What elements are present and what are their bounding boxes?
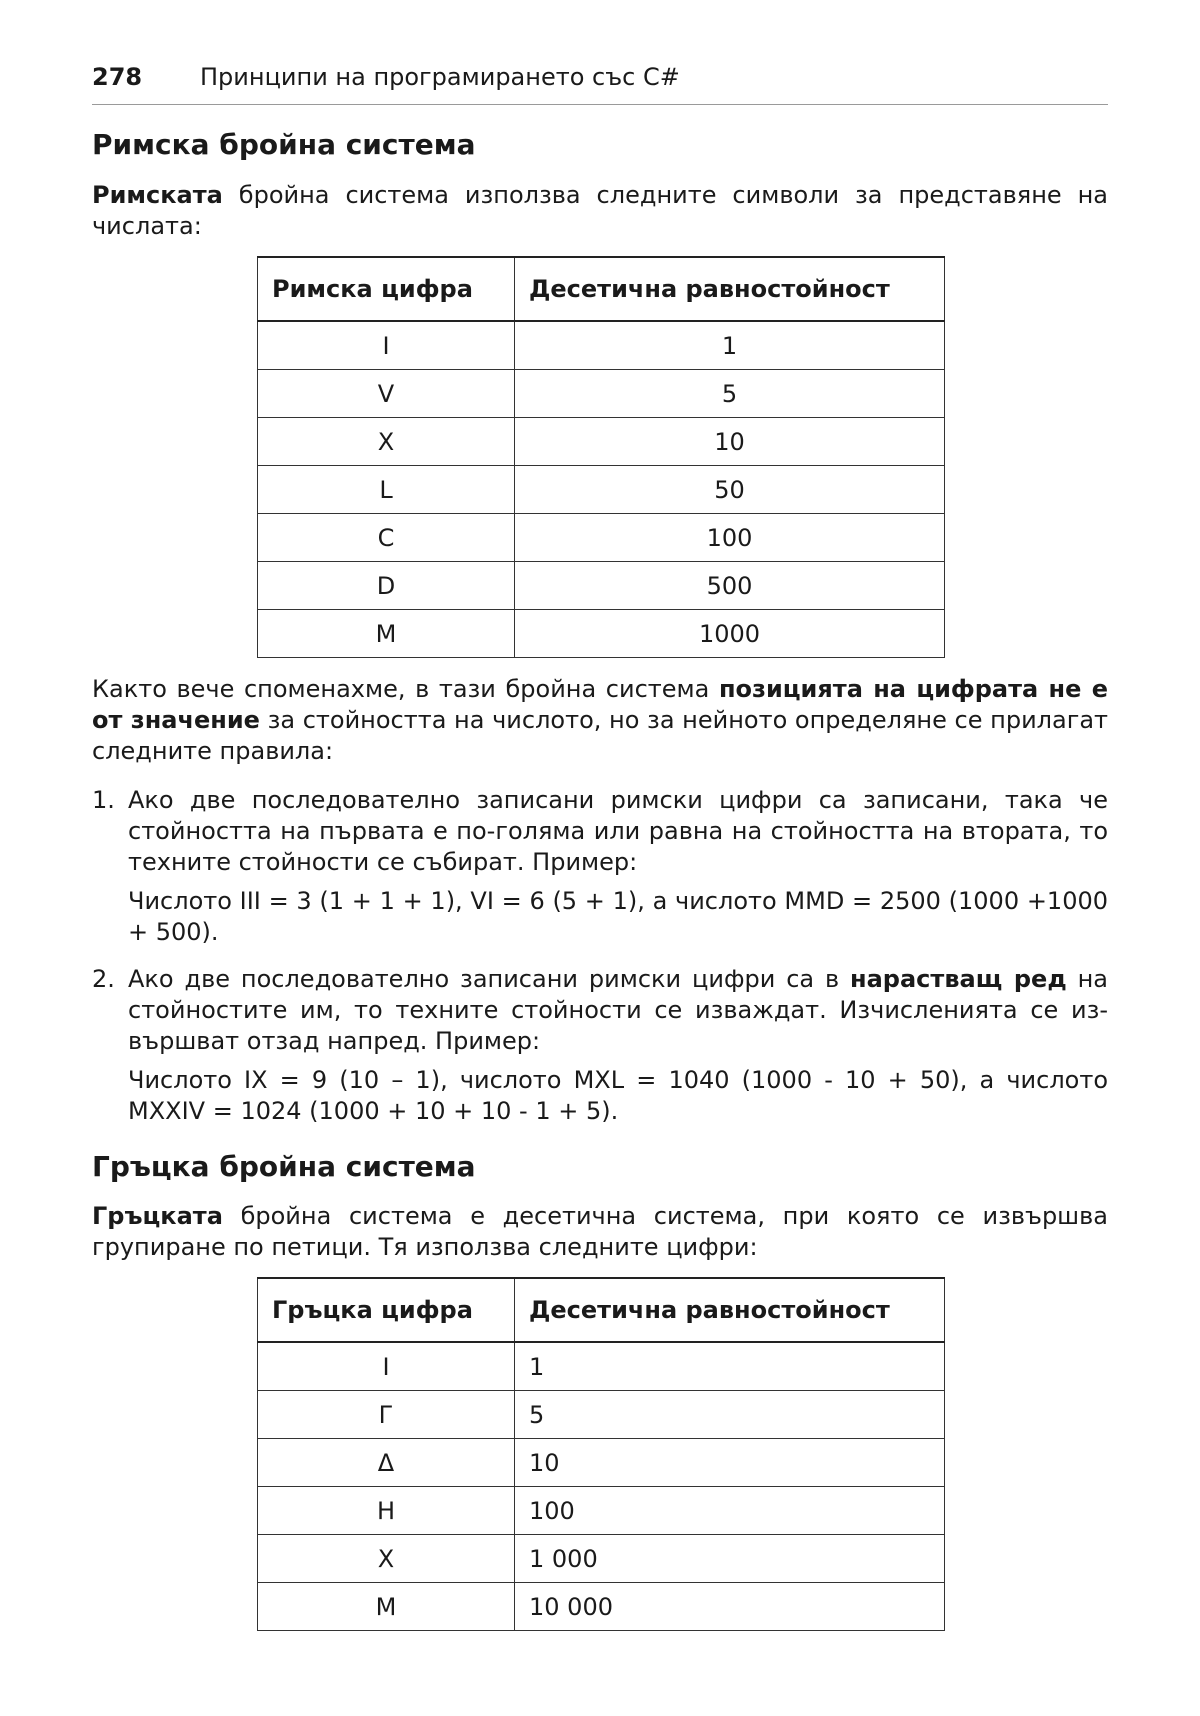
roman-section-heading: Римска бройна система <box>92 128 476 161</box>
rule-text-part: Ако две последователно записани римски цифри са записани, така че стойността на първата е по-голяма или равна на стойността на втората, то техните стойности се събират. Пример: <box>128 786 1108 876</box>
rules-intro-text: Както вече споменахме, в тази бройна система <box>92 675 719 703</box>
table-row <box>258 1342 945 1391</box>
table-cell: X <box>258 418 515 466</box>
table-cell: C <box>258 514 515 562</box>
table-row <box>258 321 945 370</box>
table-cell: 100 <box>515 1487 945 1535</box>
table-row <box>258 1535 945 1583</box>
rules-intro-bold: позицията на цифрата не е от значение <box>92 675 1108 734</box>
table-cell: L <box>258 466 515 514</box>
running-title: Принципи на програмирането със C# <box>200 63 680 91</box>
rule-text-part: на стойностите им, то техните стойности се изваждат. Изчисленията се из-вършват отзад напред. Пример: <box>128 965 1108 1055</box>
table-cell: I <box>258 321 515 370</box>
greek-numerals-table <box>257 1277 945 1631</box>
table-cell: Δ <box>258 1439 515 1487</box>
table-header-row <box>258 1278 945 1342</box>
roman-intro-bold: Римската <box>92 181 223 209</box>
column-header: Десетична равностойност <box>515 1278 945 1342</box>
table-cell: 5 <box>515 1391 945 1439</box>
table-cell: D <box>258 562 515 610</box>
roman-intro <box>92 180 1108 242</box>
table-cell: M <box>258 610 515 658</box>
greek-intro <box>92 1201 1108 1263</box>
table-cell: Χ <box>258 1535 515 1583</box>
table-cell: Г <box>258 1391 515 1439</box>
table-header-row <box>258 257 945 321</box>
table-cell: V <box>258 370 515 418</box>
table-row <box>258 1391 945 1439</box>
table-cell: 10 000 <box>515 1583 945 1631</box>
column-header: Десетична равностойност <box>515 257 945 321</box>
page-number: 278 <box>92 63 143 91</box>
rules-intro <box>92 674 1108 767</box>
column-header: Гръцка цифра <box>258 1278 515 1342</box>
greek-intro-text: бройна система е десетична система, при която се извършва групиране по петици. Тя използва следните цифри: <box>92 1202 1108 1261</box>
table-row <box>258 1439 945 1487</box>
rule-text-part: Ако две последователно записани римски цифри са в <box>128 965 851 993</box>
table-cell: 1 <box>515 1342 945 1391</box>
rule-text-bold: нарастващ ред <box>850 965 1067 993</box>
page-header <box>92 62 1108 105</box>
table-cell: I <box>258 1342 515 1391</box>
list-number: 1. <box>92 786 115 814</box>
greek-section-heading: Гръцка бройна система <box>92 1150 476 1183</box>
table-cell: Η <box>258 1487 515 1535</box>
roman-intro-text: бройна система използва следните символи за представяне на числата: <box>92 181 1108 240</box>
table-cell: 10 <box>515 1439 945 1487</box>
table-cell: 10 <box>515 418 945 466</box>
table-row <box>258 1583 945 1631</box>
rule-text <box>128 964 1108 1057</box>
table-row <box>258 1487 945 1535</box>
rule-text <box>128 785 1108 878</box>
table-cell: 1000 <box>515 610 945 658</box>
table-cell: 5 <box>515 370 945 418</box>
table-cell: 1 <box>515 321 945 370</box>
table-row <box>258 370 945 418</box>
table-cell: 100 <box>515 514 945 562</box>
column-header: Римска цифра <box>258 257 515 321</box>
rule-example: Числото III = 3 (1 + 1 + 1), VI = 6 (5 + 1), а числото MMD = 2500 (1000 +1000 + 500). <box>128 887 1108 946</box>
table-row <box>258 418 945 466</box>
greek-intro-bold: Гръцката <box>92 1202 223 1230</box>
table-row <box>258 610 945 658</box>
table-cell: 1 000 <box>515 1535 945 1583</box>
table-cell: 500 <box>515 562 945 610</box>
list-number: 2. <box>92 965 115 993</box>
table-row <box>258 466 945 514</box>
roman-numerals-table <box>257 256 945 658</box>
table-cell: 50 <box>515 466 945 514</box>
rule-example: Числото IX = 9 (10 – 1), числото MXL = 1040 (1000 - 10 + 50), а числото MXXIV = 1024 (1000 + 10 + 10 - 1 + 5). <box>128 1066 1108 1125</box>
table-row <box>258 562 945 610</box>
table-row <box>258 514 945 562</box>
table-cell: Μ <box>258 1583 515 1631</box>
rules-intro-text-end: за стойността на числото, но за нейното определяне се прилагат следните правила: <box>92 706 1109 765</box>
